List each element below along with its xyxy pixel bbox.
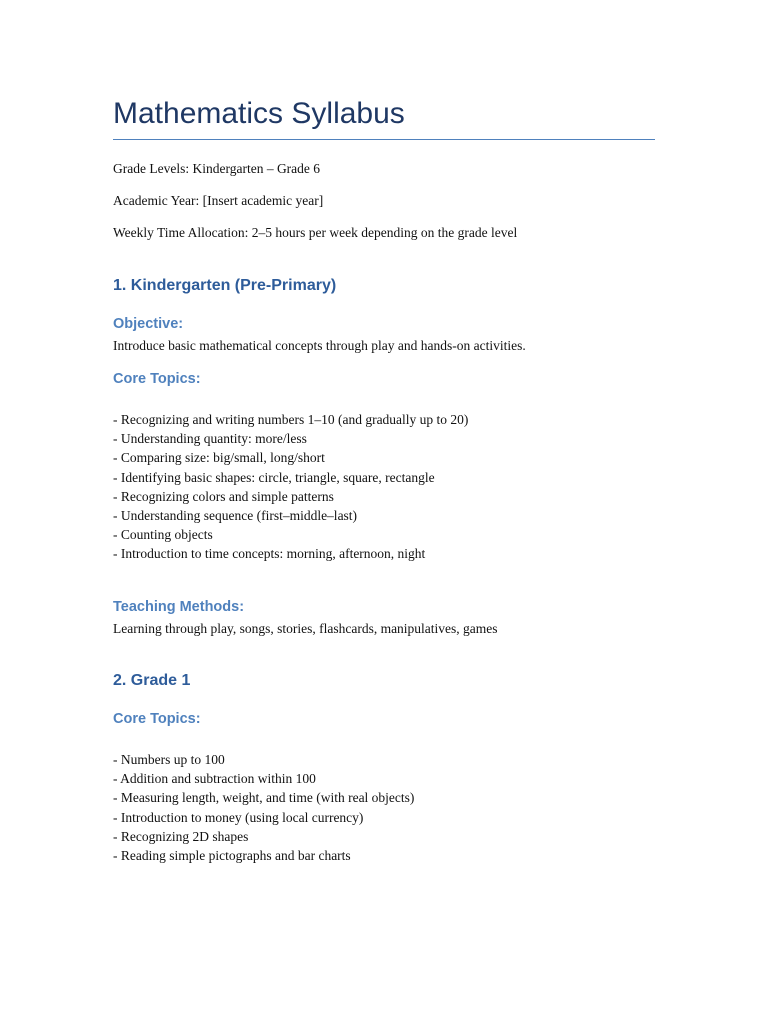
list-item: - Counting objects	[113, 527, 213, 543]
objective-heading: Objective:	[113, 316, 184, 332]
list-item: - Comparing size: big/small, long/short	[113, 450, 325, 466]
list-item: - Reading simple pictographs and bar charts	[113, 847, 351, 863]
core-topics-list-grade-1	[113, 750, 414, 865]
title-underline	[113, 139, 655, 140]
list-item: - Introduction to money (using local currency)	[113, 809, 364, 825]
list-item: - Understanding sequence (first–middle–last)	[113, 507, 358, 523]
list-item: - Addition and subtraction within 100	[113, 771, 316, 787]
weekly-time-line: Weekly Time Allocation: 2–5 hours per week depending on the grade level	[113, 225, 518, 240]
list-item: - Understanding quantity: more/less	[113, 431, 307, 447]
list-item: - Recognizing 2D shapes	[113, 828, 249, 844]
list-item: - Introduction to time concepts: morning, afternoon, night	[113, 546, 426, 562]
list-item: - Recognizing colors and simple patterns	[113, 488, 334, 504]
list-item: - Measuring length, weight, and time (with real objects)	[113, 790, 415, 806]
section-heading-kindergarten: 1. Kindergarten (Pre-Primary)	[113, 277, 337, 294]
teaching-methods-text: Learning through play, songs, stories, flashcards, manipulatives, games	[113, 621, 498, 636]
list-item: - Numbers up to 100	[113, 752, 225, 767]
objective-text: Introduce basic mathematical concepts through play and hands-on activities.	[113, 338, 526, 353]
core-topics-list-kindergarten	[113, 410, 468, 564]
core-topics-heading-grade-1: Core Topics:	[113, 711, 201, 727]
grade-levels-line: Grade Levels: Kindergarten – Grade 6	[113, 161, 321, 176]
list-item: - Recognizing and writing numbers 1–10 (and gradually up to 20)	[113, 412, 469, 427]
academic-year-line: Academic Year: [Insert academic year]	[113, 193, 324, 208]
teaching-methods-heading: Teaching Methods:	[113, 599, 245, 615]
section-heading-grade-1: 2. Grade 1	[113, 672, 191, 689]
list-item: - Identifying basic shapes: circle, triangle, square, rectangle	[113, 469, 435, 485]
document-title: Mathematics Syllabus	[113, 97, 405, 130]
core-topics-heading-kindergarten: Core Topics:	[113, 371, 201, 387]
